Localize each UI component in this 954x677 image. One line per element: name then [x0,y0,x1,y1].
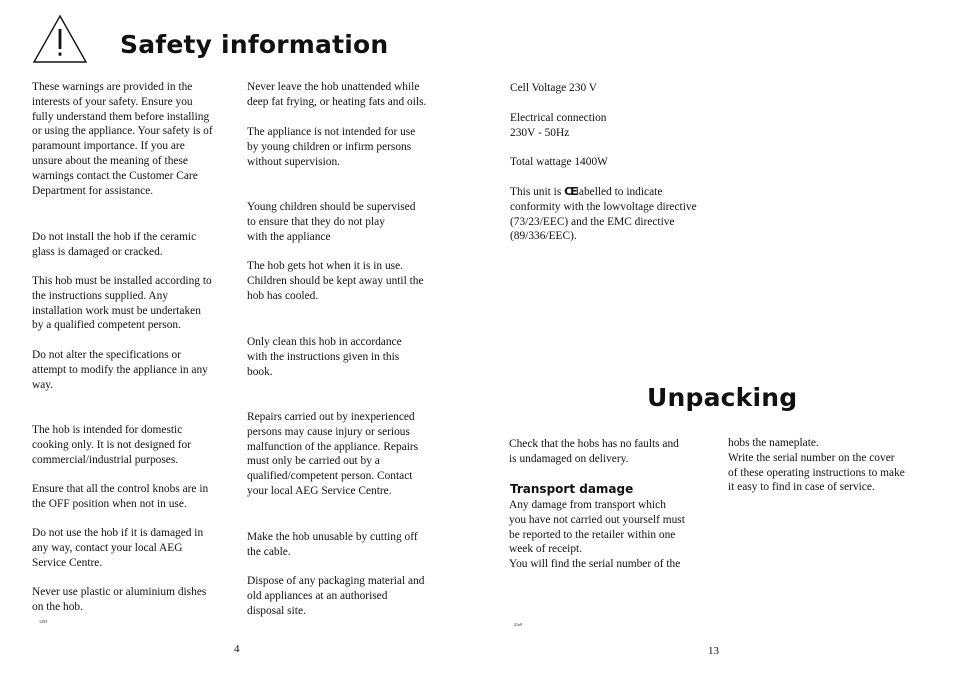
ce-mark-icon: CE [564,185,576,198]
page-number-left: 4 [234,643,240,655]
safety-warning-paragraph: Young children should be supervised to ensure that they do not play with the appliance [247,201,416,243]
ce-before-text: This unit is [510,186,565,198]
safety-warning-paragraph: Do not alter the specifications or attempt to modify the appliance in any way. [32,349,208,391]
page-number-right: 13 [708,645,719,657]
safety-warning-paragraph: Never use plastic or aluminium dishes on the hob. [32,586,207,613]
spec-wattage: Total wattage 1400W [510,156,608,168]
unpacking-intro: Check that the hobs has no faults and is undamaged on delivery. [509,438,679,465]
spec-connection: Electrical connection 230V - 50Hz [510,112,607,139]
spec-voltage: Cell Voltage 230 V [510,82,598,94]
print-code: 1293 [39,619,47,624]
safety-warning-paragraph: Repairs carried out by inexperienced persons may cause injury or serious malfunction of the appliance. Repairs must only be carried out by a qualified/competent person. Contact your local AEG Service Centre. [247,411,419,497]
ce-after-text: labelled to indicate conformity with the lowvoltage directive (73/23/EEC) and the EMC directive (89/336/EEC). [510,186,697,243]
safety-warning-paragraph: Ensure that all the control knobs are in the OFF position when not in use. [32,483,209,510]
safety-warning-paragraph: Dispose of any packaging material and old appliances at an authorised disposal site. [247,575,425,617]
safety-warning-paragraph: Do not install the hob if the ceramic glass is damaged or cracked. [32,231,197,258]
transport-damage-text: Any damage from transport which you have not carried out yourself must be reported to the retailer within one week of receipt. You will find the serial number of the [509,499,685,571]
safety-warning-paragraph: The appliance is not intended for use by young children or infirm persons without supervision. [247,126,416,168]
safety-warning-paragraph: The hob is intended for domestic cooking only. It is not designed for commercial/industrial purposes. [32,424,192,466]
transport-damage-heading: Transport damage [510,482,634,496]
print-code: 21a9 [514,622,522,627]
warning-triangle-icon [32,14,88,64]
serial-number-text: hobs the nameplate. Write the serial number on the cover of these operating instructions to make it easy to find in case of service. [728,437,905,494]
page-title-safety: Safety information [120,30,389,59]
safety-warning-paragraph: This hob must be installed according to the instructions supplied. Any installation work must be undertaken by a qualified competent person. [32,275,212,332]
safety-warning-paragraph: Only clean this hob in accordance with the instructions given in this book. [247,336,402,378]
page-title-unpacking: Unpacking [647,383,798,412]
safety-warning-paragraph: Never leave the hob unattended while deep fat frying, or heating fats and oils. [247,81,427,108]
safety-warning-paragraph: The hob gets hot when it is in use. Children should be kept away until the hob has cooled. [247,260,424,302]
safety-warning-paragraph: Make the hob unusable by cutting off the cable. [247,531,418,558]
safety-warning-paragraph: Do not use the hob if it is damaged in any way, contact your local AEG Service Centre. [32,527,204,569]
spec-ce-conformity [510,185,730,244]
safety-intro-paragraph: These warnings are provided in the interests of your safety. Ensure you fully understand them before installing or using the appliance. Your safety is of paramount importance. If you are unsure about the meaning of these warnings contact the Customer Care Department for assistance. [32,81,213,197]
